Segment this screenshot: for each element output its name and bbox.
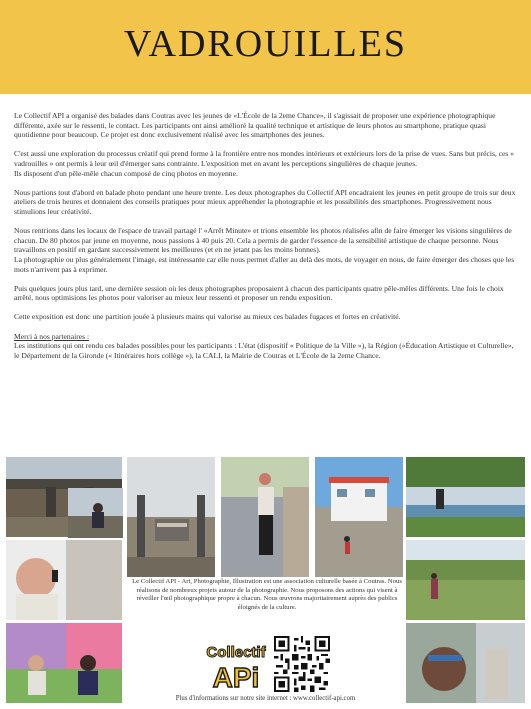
- paragraph-exploration: C'est aussi une exploration du processus créatif qui prend forme à la frontière entre nos mondes intérieurs et extérieurs lors de la prise de vues. Sans but précis, ces « vadrouilles » ont permis à leur œil d'émerger sans contrainte. L'exposition met en avant les perceptions singulières de chaque jeunes.: [14, 149, 515, 168]
- logo-line-2: APi: [212, 662, 260, 693]
- page-title: VADROUILLES: [123, 23, 408, 65]
- body-text: [14, 111, 517, 360]
- paragraph-tri: Nous rentrions dans les locaux de l'espace de travail partagé l' «Arrêt Minute» et trions ensemble les photos réalisées afin de faire émerger les visions singulières de chacun. De 80 photos par jeune en moyenne, nous passions à 40 puis 20. Cela a permis de garder l'essence de la sensibilité artistique de chaque personne. Nous travaillons en positif en gardant successivement les meilleures (et en ne jetant pas les moins bonnes).: [14, 226, 512, 255]
- paragraph-image: La photographie ou plus généralement l'image, est intéressante car elle nous permet d'aller au delà des mots, de voyager en nous, de faire émerger des choses que les mots n'arrivent pas à exprimer.: [14, 254, 515, 274]
- riverbank-trees-photo: [406, 457, 525, 537]
- thanks-text: Les institutions qui ont rendu ces balades possibles pour les participants : L'état (dispositif « Politique de la Ville »), la Région («Éducation Artistique et Culturelle», le Département de la Gironde (« Itinéraires hors collège »), la CALI, la Mairie de Coutras et L'École de la 2eme Chance.: [14, 341, 514, 360]
- logo-line-1: Collectif: [206, 644, 266, 661]
- girl-phone-gesture-photo: [221, 457, 309, 577]
- paragraph-session: Puis quelques jours plus tard, une dernière session où les deux photographes proposaient à chacun des participants quatre pêle-mêles différents. Une fois le choix arrêté, nous optimisions les photos pour valoriser au mieux leur ressenti et proposer un rendu exposition.: [14, 283, 504, 303]
- paragraph-partition: Cette exposition est donc une partition jouée à plusieurs mains qui valorise au mieux ces balades fugaces et fortes en créativité.: [14, 312, 401, 322]
- dock-bench-photo: [127, 457, 215, 577]
- park-girl-photo: [406, 540, 525, 620]
- collectif-about-text: Le Collectif API - Art, Photographie, Illustration est une association culturelle basée à Coutras. Nous réalisons de nombreux projets autour de la photographie. Nous proposons des actions qui visent à réveiller l'œil photographique propre à chacun. Nous œuvrons majoritairement auprès des publics éloignés de la culture.: [132, 578, 402, 611]
- paragraph-pele-mele: Ils disposent d'un pêle-mêle chacun composé de cinq photos en moyenne.: [14, 168, 238, 178]
- portrait-smartphone-photo: [6, 540, 122, 620]
- riverside-crouching-photo: [68, 488, 123, 538]
- paragraph-balade: Nous partions tout d'abord en balade photo pendant une heure trente. Les deux photographes du Collectif API encadraient les jeunes en petit groupe de trois sur deux ateliers de trois heures et donnaient des conseils pratiques pour mieux appréhender la photographie et les possibilités des smartphones. Progressivement nous stimulions leur créativité.: [14, 187, 516, 216]
- collectif-api-logo: [200, 635, 272, 693]
- woman-phone-close-photo: [406, 623, 525, 703]
- paragraph-intro: Le Collectif API a organisé des balades dans Coutras avec les jeunes de «L'École de la 2eme Chance», il s'agissait de proposer une expérience photographique différente, axée sur le ressenti, le contact. Les participants ont ainsi amélioré la qualité technique et artistique de leurs photos au smartphone, pratique quasi quotidienne pour beaucoup. Ce projet est donc exclusivement réalisé avec les smartphones des jeunes.: [14, 111, 496, 140]
- qr-code[interactable]: [274, 636, 330, 692]
- white-building-photo: [315, 457, 403, 577]
- graffiti-two-people-photo: [6, 623, 122, 703]
- thanks-heading: Merci à nos partenaires :: [14, 331, 90, 341]
- footer-website-text: Plus d'informations sur notre site internet : www.collectif-api.com: [175, 695, 356, 702]
